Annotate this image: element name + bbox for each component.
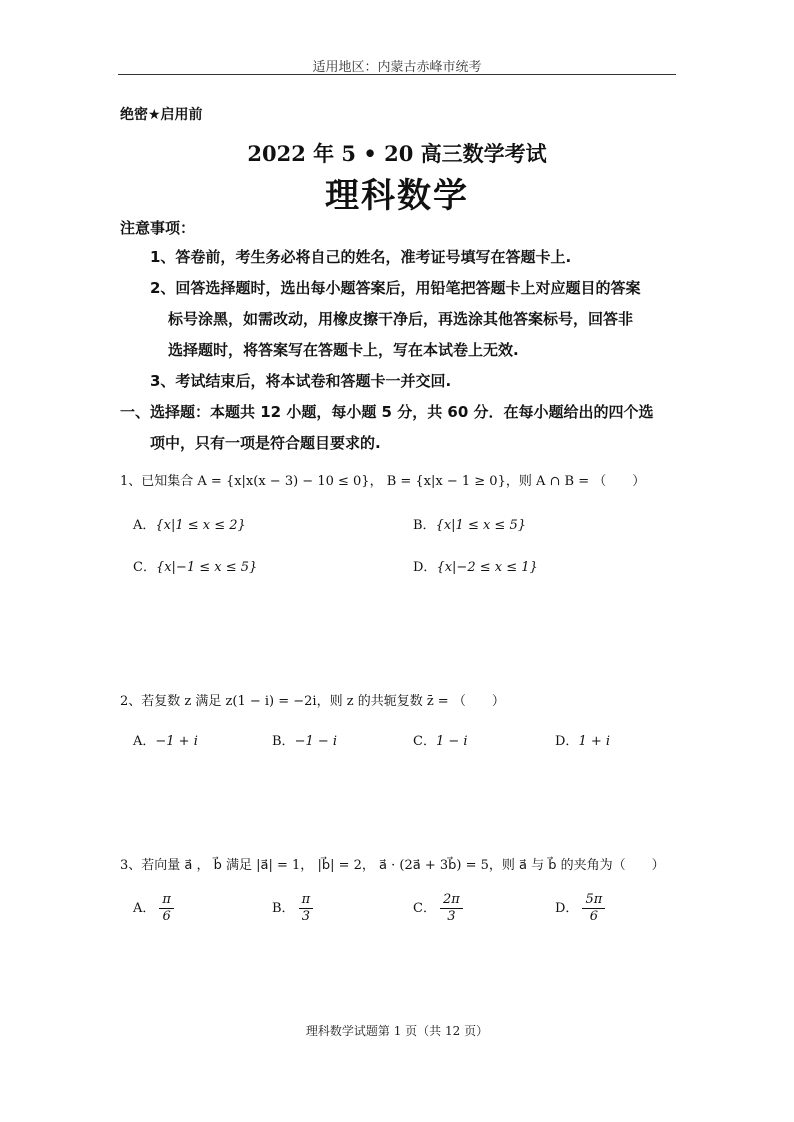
option-label: B． xyxy=(272,901,295,916)
notice-item-2-line-1: 2、回答选择题时，选出每小题答案后，用铅笔把答题卡上对应题目的答案 xyxy=(150,279,641,297)
option-text: −1 + i xyxy=(155,734,198,749)
option-label: D． xyxy=(413,560,437,575)
question-2-option-d[interactable] xyxy=(555,730,610,749)
option-text: {x|−1 ≤ x ≤ 5} xyxy=(155,560,258,575)
option-text: {x|−2 ≤ x ≤ 1} xyxy=(436,560,538,575)
notice-item-3: 3、考试结束后，将本试卷和答题卡一并交回. xyxy=(150,372,452,390)
notice-item-1: 1、答卷前，考生务必将自己的姓名，准考证号填写在答题卡上. xyxy=(150,248,572,266)
subject-title: 理科数学 xyxy=(325,176,469,216)
option-label: C． xyxy=(413,734,436,749)
section-heading-line-1: 一、选择题：本题共 12 小题，每小题 5 分，共 60 分．在每小题给出的四个选 xyxy=(120,403,654,421)
option-text: {x|1 ≤ x ≤ 2} xyxy=(155,518,246,533)
option-text: −1 − i xyxy=(294,734,338,749)
fraction-numerator: π xyxy=(159,892,174,909)
option-label: D． xyxy=(555,901,579,916)
fraction-denominator: 3 xyxy=(447,909,456,924)
question-2-option-b[interactable] xyxy=(272,730,337,749)
question-3-stem: 3、若向量 a⃗ ， b⃗ 满足 |a⃗| = 1， |b⃗| = 2， a⃗ · (2a⃗ + 3b⃗) = 5，则 a⃗ 与 b⃗ 的夹角为（ ） xyxy=(120,858,665,873)
option-label: A． xyxy=(133,901,156,916)
question-2-stem: 2、若复数 z 满足 z(1 − i) = −2i，则 z 的共轭复数 z̄ = （ ） xyxy=(120,694,505,709)
question-3-option-d[interactable] xyxy=(555,892,605,925)
option-label: B． xyxy=(413,518,436,533)
question-1-stem: 1、已知集合 A = {x|x(x − 3) − 10 ≤ 0}， B = {x|x − 1 ≥ 0}，则 A ∩ B = （ ） xyxy=(120,474,646,489)
question-3-option-b[interactable] xyxy=(272,892,313,925)
header-divider xyxy=(118,74,676,75)
option-label: C． xyxy=(133,560,156,575)
fraction-numerator: 5π xyxy=(582,892,605,909)
option-label: B． xyxy=(272,734,295,749)
option-label: A． xyxy=(133,734,156,749)
notice-title: 注意事项： xyxy=(120,219,196,237)
option-text: 1 − i xyxy=(435,734,468,749)
question-1-option-b[interactable] xyxy=(413,514,526,533)
page-header-region: 适用地区：内蒙古赤峰市统考 xyxy=(312,60,482,75)
question-1-option-d[interactable] xyxy=(413,556,538,575)
question-2-option-a[interactable] xyxy=(133,730,198,749)
option-fraction xyxy=(440,892,463,925)
option-label: C． xyxy=(413,901,436,916)
notice-item-2-line-3: 选择题时，将答案写在答题卡上，写在本试卷上无效. xyxy=(168,341,519,359)
option-fraction xyxy=(582,892,605,925)
question-2-option-c[interactable] xyxy=(413,730,468,749)
notice-item-2-line-2: 标号涂黑，如需改动，用橡皮擦干净后，再选涂其他答案标号，回答非 xyxy=(168,310,634,328)
option-text: 1 + i xyxy=(578,734,611,749)
option-label: D． xyxy=(555,734,579,749)
question-1-option-a[interactable] xyxy=(133,514,246,533)
option-fraction xyxy=(299,892,314,925)
option-fraction xyxy=(159,892,174,925)
question-3-option-a[interactable] xyxy=(133,892,174,925)
option-text: {x|1 ≤ x ≤ 5} xyxy=(435,518,527,533)
question-3-option-c[interactable] xyxy=(413,892,463,925)
secret-label: 绝密★启用前 xyxy=(120,107,203,123)
option-label: A． xyxy=(133,518,156,533)
fraction-denominator: 3 xyxy=(301,909,310,924)
fraction-denominator: 6 xyxy=(162,909,171,924)
fraction-denominator: 6 xyxy=(589,909,598,924)
page-footer: 理科数学试题第 1 页（共 12 页） xyxy=(305,1024,489,1038)
exam-title: 2022 年 5 • 20 高三数学考试 xyxy=(247,141,547,166)
question-1-option-c[interactable] xyxy=(133,556,257,575)
fraction-numerator: π xyxy=(299,892,314,909)
section-heading-line-2: 项中，只有一项是符合题目要求的. xyxy=(150,434,381,452)
fraction-numerator: 2π xyxy=(440,892,463,909)
